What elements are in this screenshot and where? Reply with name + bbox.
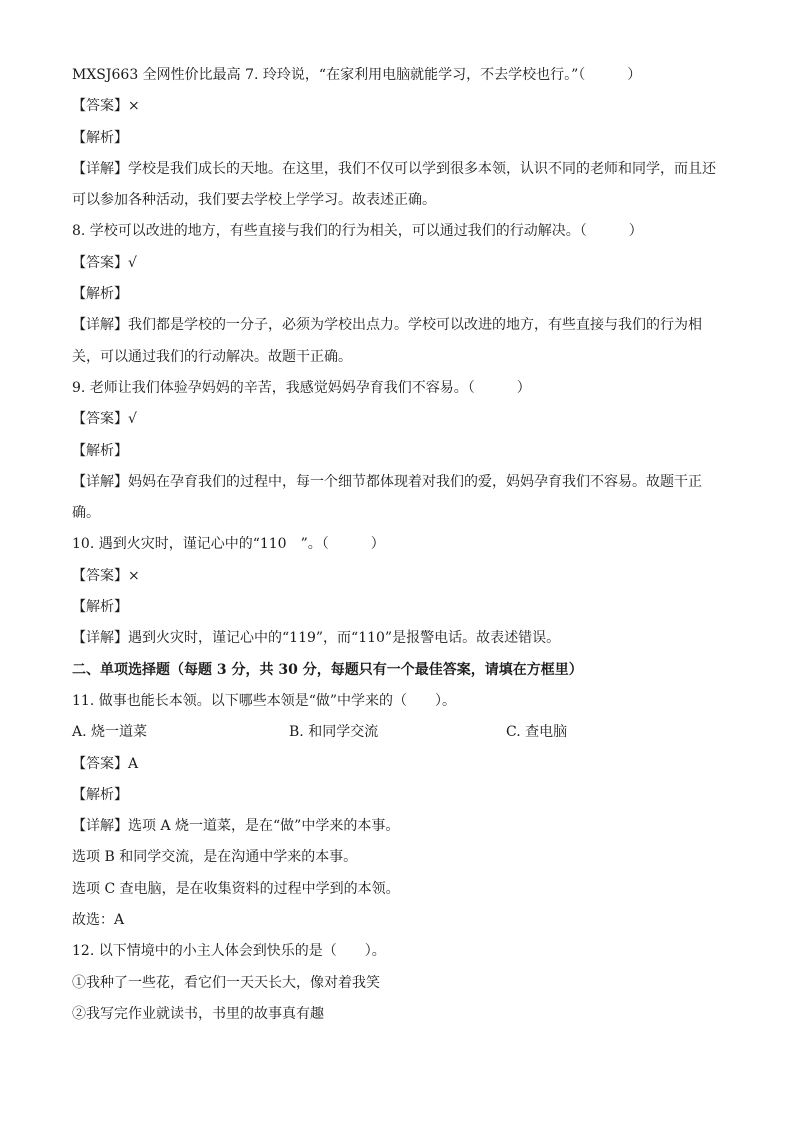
text-line: 故选：A <box>72 912 125 929</box>
text-line: 【答案】√ <box>72 254 137 271</box>
text-line: 【解析】 <box>72 442 128 459</box>
text-line: 【解析】 <box>72 129 128 146</box>
section-heading: 二、单项选择题（每题 3 分，共 30 分，每题只有一个最佳答案，请填在方框里） <box>72 661 583 678</box>
text-line: 【详解】选项 A 烧一道菜，是在“做”中学来的本事。 <box>72 818 400 835</box>
text-line: ②我写完作业就读书，书里的故事真有趣 <box>72 1005 324 1022</box>
text-line: 【答案】A <box>72 755 139 772</box>
text-line: 【答案】√ <box>72 411 137 428</box>
text-line: 【详解】学校是我们成长的天地。在这里，我们不仅可以学到很多本领，认识不同的老师和同学，而且还可以参加各种活动，我们要去学校上学学习。故表述正确。 <box>72 160 716 209</box>
text-line: 12. 以下情境中的小主人体会到快乐的是（ ）。 <box>72 943 386 960</box>
text-line: 选项 C 查电脑，是在收集资料的过程中学到的本领。 <box>72 880 400 897</box>
text-line: ①我种了一些花，看它们一天天长大，像对着我笑 <box>72 974 380 991</box>
answer-option: C. 查电脑 <box>506 724 568 741</box>
text-line: 11. 做事也能长本领。以下哪些本领是“做”中学来的（ ）。 <box>72 692 457 709</box>
text-line: 【解析】 <box>72 599 128 616</box>
answer-option: B. 和同学交流 <box>289 724 379 741</box>
text-line: 【解析】 <box>72 786 128 803</box>
text-line: 选项 B 和同学交流，是在沟通中学来的本事。 <box>72 849 358 866</box>
text-line: 8. 学校可以改进的地方，有些直接与我们的行为相关，可以通过我们的行动解决。（ ） <box>72 223 643 240</box>
text-line: 【解析】 <box>72 286 128 303</box>
text-line: 【答案】× <box>72 567 140 584</box>
answer-option: A. 烧一道菜 <box>72 724 148 741</box>
text-line: 【详解】遇到火灾时，谨记心中的“119”，而“110”是报警电话。故表述错误。 <box>72 630 561 647</box>
text-line: 【答案】× <box>72 98 140 115</box>
text-line: 【详解】妈妈在孕育我们的过程中，每一个细节都体现着对我们的爱，妈妈孕育我们不容易。故题干正确。 <box>72 473 702 522</box>
text-line: MXSJ663 全网性价比最高 7. 玲玲说，“在家利用电脑就能学习，不去学校也行。”（ ） <box>72 67 642 83</box>
text-line: 10. 遇到火灾时，谨记心中的“110 ”。（ ） <box>72 536 385 553</box>
answer-options <box>72 717 722 748</box>
document-page <box>72 60 722 1030</box>
text-line: 【详解】我们都是学校的一分子，必须为学校出点力。学校可以改进的地方，有些直接与我们的行为相关，可以通过我们的行动解决。故题干正确。 <box>72 317 702 365</box>
text-line: 9. 老师让我们体验孕妈妈的辛苦，我感觉妈妈孕育我们不容易。（ ） <box>72 379 531 396</box>
